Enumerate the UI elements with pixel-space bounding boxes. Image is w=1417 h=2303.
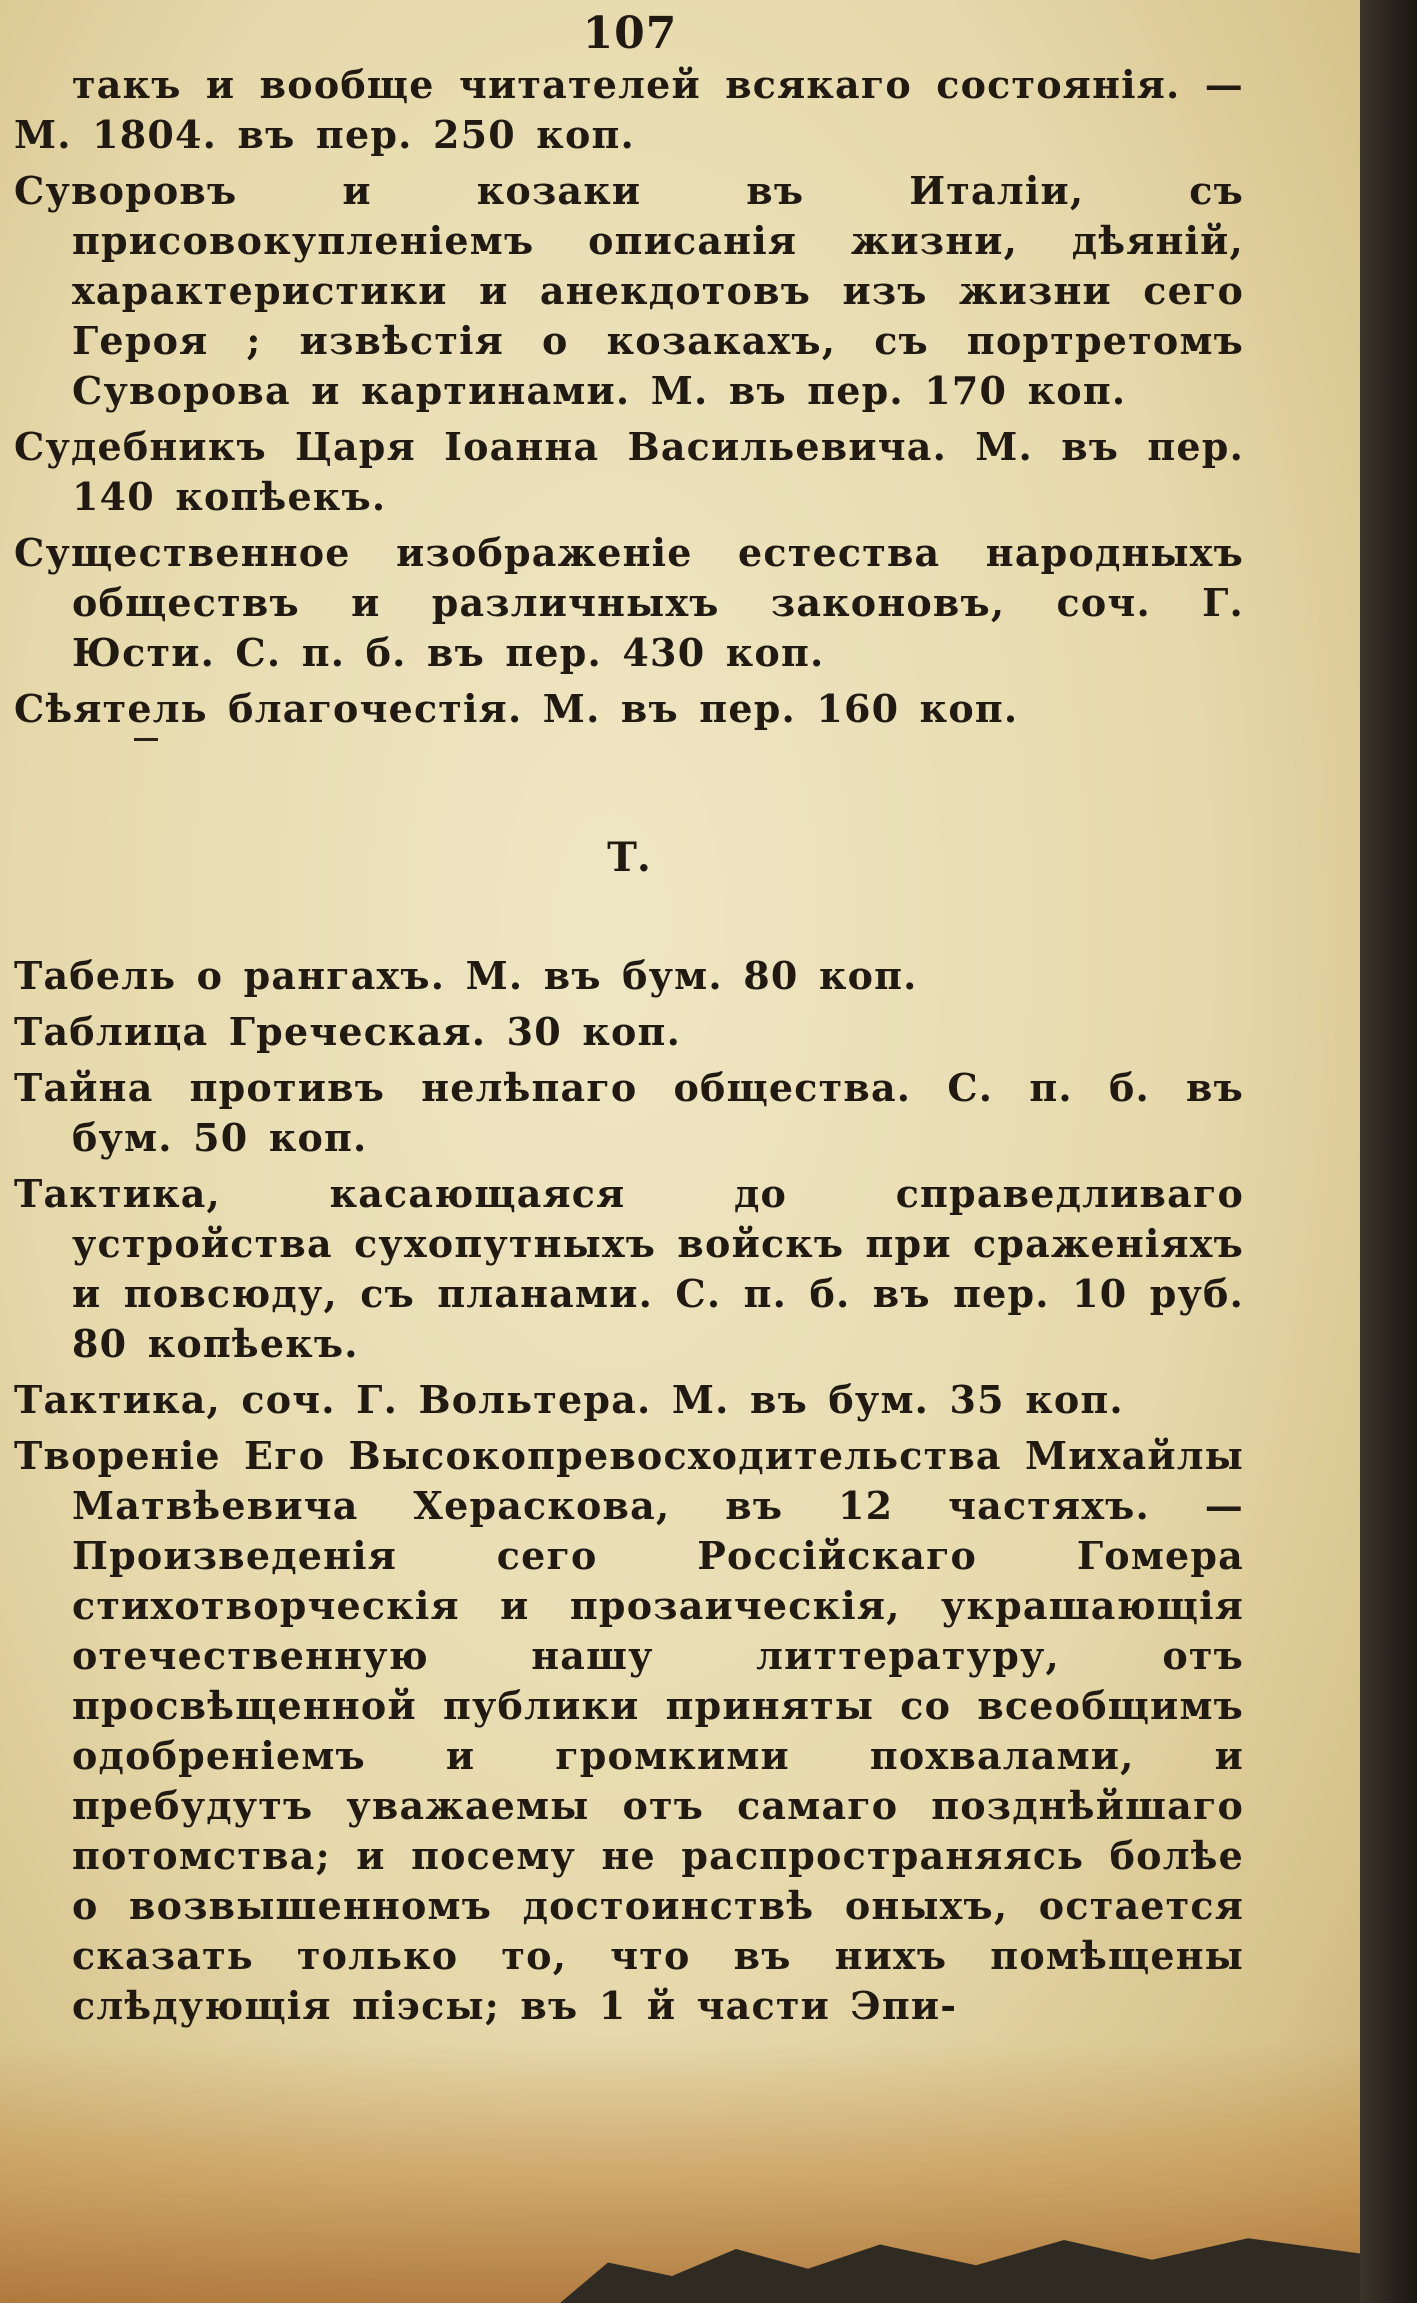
catalog-entry: Существенное изображеніе естества народныхъ обществъ и различныхъ законовъ, соч. Г. Юсти. С. п. б. въ пер. 430 коп.: [14, 530, 1244, 675]
catalog-entry: Тайна противъ нелѣпаго общества. С. п. б. въ бум. 50 коп.: [14, 1065, 1244, 1160]
catalog-entry: Сѣятель благочестія. М. въ пер. 160 коп.: [14, 686, 1019, 731]
catalog-entry: Суворовъ и козаки въ Италіи, съ присовокупленіемъ описанія жизни, дѣяній, характеристики и анекдотовъ изъ жизни сего Героя ; извѣстія о козакахъ, съ портретомъ Суворова и картинами. М. въ пер. 170 коп.: [14, 168, 1244, 413]
catalog-entry: Судебникъ Царя Іоанна Васильевича. М. въ пер. 140 копѣекъ.: [14, 424, 1244, 519]
catalog-entries: [14, 60, 1244, 2031]
page-number: 107: [582, 8, 678, 59]
catalog-entry: Тактика, касающаяся до справедливаго устройства сухопутныхъ войскъ при сраженіяхъ и повсюду, съ планами. С. п. б. въ пер. 10 руб. 80 копѣекъ.: [14, 1171, 1244, 1366]
section-divider: [14, 734, 1244, 764]
catalog-entry: Тактика, соч. Г. Вольтера. М. въ бум. 35 коп.: [14, 1377, 1124, 1422]
divider-dash: [134, 738, 158, 741]
page-edge-shadow: [1360, 0, 1417, 2303]
catalog-entry: Твореніе Его Высокопревосходительства Михайлы Матвѣевича Хераскова, въ 12 частяхъ. — Произведенія сего Россійскаго Гомера стихотворческія и прозаическія, украшающія отечественную нашу литтературу, отъ просвѣщенной публики приняты со всеобщимъ одобреніемъ и громкими похвалами, и пребудутъ уважаемы отъ самаго позднѣйшаго потомства; и посему не распространяясь болѣе о возвышенномъ достоинствѣ оныхъ, остается сказать только то, что въ нихъ помѣщены слѣдующія піэсы; въ 1 й части Эпи-: [14, 1433, 1244, 2028]
catalog-entry: такъ и вообще читателей всякаго состоянія. — М. 1804. въ пер. 250 коп.: [14, 62, 1244, 157]
section-heading: Т.: [607, 834, 651, 881]
catalog-entry: Таблица Греческая. 30 коп.: [14, 1009, 681, 1054]
catalog-entry: Табель о рангахъ. М. въ бум. 80 коп.: [14, 953, 918, 998]
